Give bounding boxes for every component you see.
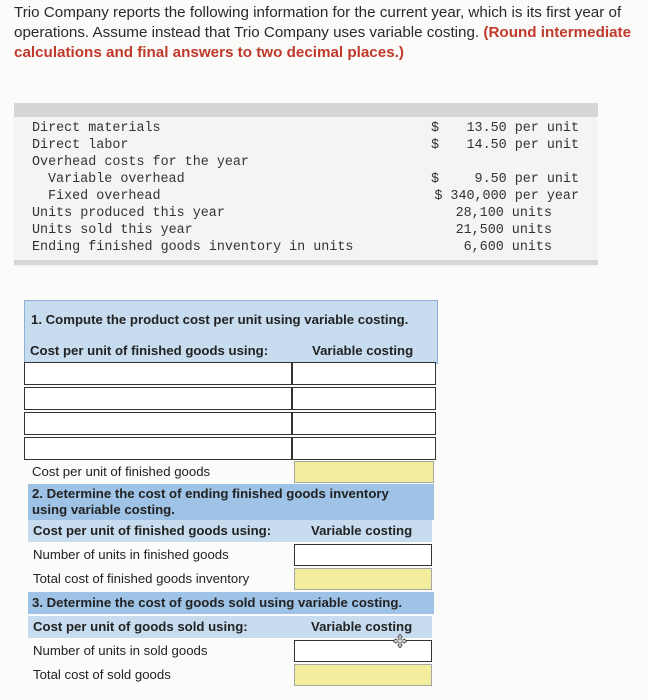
dollar-sign: $ [431,172,440,187]
q1-label-input-4[interactable] [24,437,292,460]
data-row-value: 6,600 units [463,240,552,255]
data-row-value: 9.50 per unit [474,172,579,187]
q1-value-input-1[interactable] [292,362,436,385]
rounding-instruction: (Round intermediate calculations and final answers to two decimal places.) [14,24,632,61]
q2-col2-header: Variable costing [311,523,413,538]
q2-total-answer[interactable] [294,568,432,590]
data-row-label: Direct labor [32,138,129,153]
q1-total-answer[interactable] [294,461,434,483]
data-row-label: Overhead costs for the year [32,155,249,170]
q2-row2-label: Total cost of finished goods inventory [33,571,250,586]
data-row-label: Units sold this year [32,223,193,238]
data-row [14,121,598,138]
table-bottom-bar [14,260,598,265]
problem-intro [14,3,634,63]
q3-col1-header: Cost per unit of goods sold using: [33,619,248,634]
q3-row1-label: Number of units in sold goods [33,643,208,658]
q2-title: 2. Determine the cost of ending finished goods inventory using variable costing. [32,486,389,517]
q1-label-input-2[interactable] [24,387,292,410]
data-row-label: Units produced this year [32,206,225,221]
q1-value-input-2[interactable] [292,387,436,410]
data-row-label: Fixed overhead [48,189,161,204]
data-row [14,189,598,206]
q2-row1-label: Number of units in finished goods [33,547,229,562]
q3-row2-label: Total cost of sold goods [33,667,171,682]
dollar-sign: $ [431,121,440,136]
data-row-label: Direct materials [32,121,161,136]
q3-units-input[interactable] [294,640,432,662]
q1-col2-header: Variable costing [312,343,414,358]
q1-title: 1. Compute the product cost per unit using variable costing. [31,312,409,327]
table-top-bar [14,103,598,117]
q2-units-input[interactable] [294,544,432,566]
data-row [14,155,598,172]
data-row [14,138,598,155]
data-row-value: $ 340,000 per year [434,189,579,204]
data-row [14,206,598,223]
q1-value-input-4[interactable] [292,437,436,460]
q1-label-input-1[interactable] [24,362,292,385]
q1-total-label: Cost per unit of finished goods [32,464,211,479]
intro-text: Trio Company reports the following information for the current year, which is its first year of operations. Assume instead that Trio Company uses variable costing. [14,4,622,41]
q2-col1-header: Cost per unit of finished goods using: [33,523,272,538]
data-row-label: Variable overhead [48,172,185,187]
given-data-table [14,103,598,267]
q1-col1-header: Cost per unit of finished goods using: [30,343,269,358]
data-row [14,223,598,240]
data-row-value: 28,100 units [455,206,552,221]
data-row-value: 14.50 per unit [466,138,579,153]
data-row-value: 21,500 units [455,223,552,238]
dollar-sign: $ [431,138,440,153]
q1-value-input-3[interactable] [292,412,436,435]
data-row [14,172,598,189]
move-cursor-icon [393,634,407,648]
q3-title: 3. Determine the cost of goods sold using variable costing. [32,595,403,610]
data-row [14,240,598,257]
data-row-label: Ending finished goods inventory in units [32,240,354,255]
q3-total-answer[interactable] [294,664,432,686]
q1-label-input-3[interactable] [24,412,292,435]
q3-col2-header: Variable costing [311,619,413,634]
data-row-value: 13.50 per unit [466,121,579,136]
